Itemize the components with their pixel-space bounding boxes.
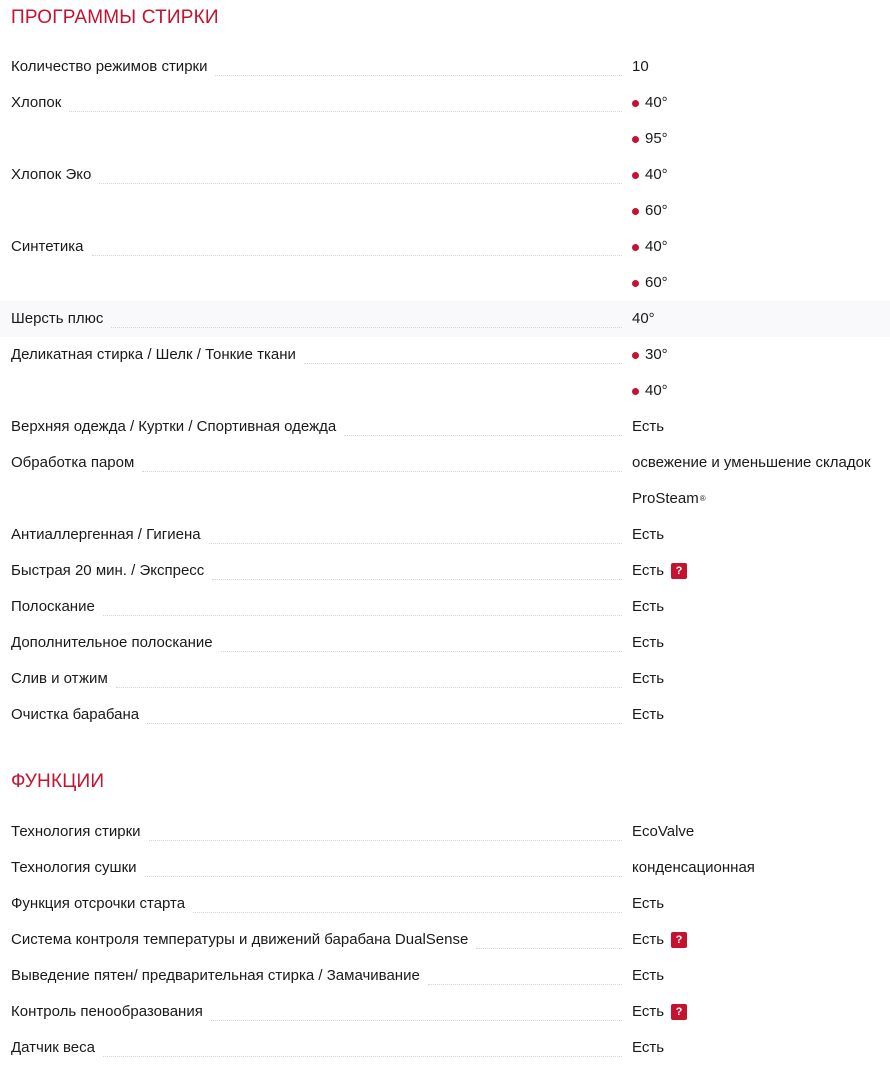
spec-label: Хлопок Эко xyxy=(11,166,92,183)
spec-value xyxy=(632,1003,687,1021)
spec-value-text: Есть xyxy=(632,931,665,948)
spec-value xyxy=(632,526,664,544)
dotted-leader xyxy=(69,111,622,112)
help-icon[interactable]: ? xyxy=(671,563,687,579)
spec-value xyxy=(632,382,668,400)
spec-row xyxy=(0,625,890,661)
dotted-leader xyxy=(92,255,622,256)
spec-value xyxy=(632,346,668,364)
bullet-icon xyxy=(632,352,639,359)
spec-value-text: Есть xyxy=(632,634,665,651)
spec-label: Деликатная стирка / Шелк / Тонкие ткани xyxy=(11,346,296,363)
spec-value-text: 40° xyxy=(645,94,668,111)
spec-label: Система контроля температуры и движений барабана DualSense xyxy=(11,931,469,948)
spec-value-text: Есть xyxy=(632,598,665,615)
spec-row xyxy=(0,589,890,625)
bullet-icon xyxy=(632,100,639,107)
spec-row xyxy=(0,814,890,850)
spec-value-text: 60° xyxy=(645,202,668,219)
spec-label: Верхняя одежда / Куртки / Спортивная одежда xyxy=(11,418,337,435)
dotted-leader xyxy=(149,840,622,841)
dotted-leader xyxy=(103,615,622,616)
spec-value-text: Есть xyxy=(632,967,665,984)
spec-label: Очистка барабана xyxy=(11,706,140,723)
spec-value xyxy=(632,931,687,949)
spec-value: ProSteam ® xyxy=(632,490,706,507)
spec-row xyxy=(0,85,890,121)
spec-value-text: 40° xyxy=(645,166,668,183)
spec-value xyxy=(632,598,664,616)
spec-row xyxy=(0,373,890,409)
spec-label: Технология стирки xyxy=(11,823,141,840)
bullet-icon xyxy=(632,172,639,179)
spec-value xyxy=(632,634,664,652)
spec-row xyxy=(0,337,890,373)
spec-row xyxy=(0,994,890,1030)
help-icon[interactable]: ? xyxy=(671,1004,687,1020)
spec-value-text: Есть xyxy=(632,1039,665,1056)
dotted-leader xyxy=(99,183,622,184)
spec-row xyxy=(0,553,890,589)
spec-value xyxy=(632,859,755,877)
spec-row xyxy=(0,958,890,994)
spec-value-text: 30° xyxy=(645,346,668,363)
bullet-icon xyxy=(632,244,639,251)
spec-label: Датчик веса xyxy=(11,1039,95,1056)
bullet-icon xyxy=(632,388,639,395)
spec-label: Количество режимов стирки xyxy=(11,58,208,75)
spec-value xyxy=(632,310,655,328)
spec-row xyxy=(0,193,890,229)
bullet-icon xyxy=(632,136,639,143)
spec-value xyxy=(632,94,668,112)
spec-label: Функция отсрочки старта xyxy=(11,895,186,912)
spec-value-text: 40° xyxy=(632,310,655,327)
spec-value xyxy=(632,274,668,292)
spec-label: Быстрая 20 мин. / Экспресс xyxy=(11,562,205,579)
spec-value-text: ProSteam xyxy=(632,490,699,507)
spec-value xyxy=(632,454,871,472)
spec-value-text: Есть xyxy=(632,706,665,723)
spec-value xyxy=(632,202,668,220)
spec-value-text: 40° xyxy=(645,238,668,255)
spec-value xyxy=(632,895,664,913)
dotted-leader xyxy=(147,723,622,724)
spec-value-text: конденсационная xyxy=(632,859,755,876)
spec-label: Полоскание xyxy=(11,598,95,615)
spec-label: Шерсть плюс xyxy=(11,310,104,327)
spec-row xyxy=(0,409,890,445)
spec-label: Обработка паром xyxy=(11,454,135,471)
spec-row xyxy=(0,481,890,517)
spec-value-text: Есть xyxy=(632,670,665,687)
dotted-leader xyxy=(212,579,622,580)
spec-value-text: освежение и уменьшение складок xyxy=(632,454,871,471)
spec-value xyxy=(632,670,664,688)
spec-value-text: Есть xyxy=(632,895,665,912)
section-title-wash-programs: ПРОГРАММЫ СТИРКИ xyxy=(11,7,219,28)
spec-value-text: Есть xyxy=(632,562,665,579)
dotted-leader xyxy=(221,651,622,652)
spec-value-text: 95° xyxy=(645,130,668,147)
spec-row xyxy=(0,850,890,886)
spec-row xyxy=(0,301,890,337)
spec-row xyxy=(0,49,890,85)
spec-label: Антиаллергенная / Гигиена xyxy=(11,526,201,543)
spec-label: Слив и отжим xyxy=(11,670,108,687)
spec-value xyxy=(632,130,668,148)
dotted-leader xyxy=(116,687,622,688)
dotted-leader xyxy=(145,876,622,877)
bullet-icon xyxy=(632,208,639,215)
spec-row xyxy=(0,922,890,958)
dotted-leader xyxy=(344,435,622,436)
spec-row xyxy=(0,661,890,697)
dotted-leader xyxy=(215,75,622,76)
spec-row xyxy=(0,886,890,922)
spec-value xyxy=(632,562,687,580)
dotted-leader xyxy=(111,327,622,328)
bullet-icon xyxy=(632,280,639,287)
spec-value xyxy=(632,706,664,724)
spec-label: Синтетика xyxy=(11,238,84,255)
help-icon[interactable]: ? xyxy=(671,932,687,948)
spec-label: Выведение пятен/ предварительная стирка / Замачивание xyxy=(11,967,420,984)
spec-row xyxy=(0,697,890,733)
dotted-leader xyxy=(103,1056,622,1057)
spec-row xyxy=(0,157,890,193)
spec-value xyxy=(632,823,694,841)
spec-label: Дополнительное полоскание xyxy=(11,634,213,651)
dotted-leader xyxy=(211,1020,622,1021)
dotted-leader xyxy=(209,543,622,544)
spec-value-text: Есть xyxy=(632,526,665,543)
spec-value xyxy=(632,418,664,436)
spec-value xyxy=(632,238,668,256)
spec-value-text: 60° xyxy=(645,274,668,291)
spec-value-text: EcoValve xyxy=(632,823,695,840)
spec-row xyxy=(0,229,890,265)
section-title-functions: ФУНКЦИИ xyxy=(11,771,105,792)
spec-row xyxy=(0,121,890,157)
spec-row xyxy=(0,1030,890,1066)
dotted-leader xyxy=(428,984,622,985)
spec-label: Технология сушки xyxy=(11,859,137,876)
spec-label: Хлопок xyxy=(11,94,62,111)
spec-row xyxy=(0,517,890,553)
spec-value-text: Есть xyxy=(632,418,665,435)
dotted-leader xyxy=(142,471,622,472)
spec-row xyxy=(0,265,890,301)
spec-value xyxy=(632,967,664,985)
spec-value-text: 10 xyxy=(632,58,649,75)
spec-value-text: Есть xyxy=(632,1003,665,1020)
spec-value xyxy=(632,166,668,184)
dotted-leader xyxy=(193,912,622,913)
spec-value xyxy=(632,58,649,76)
spec-value-text: 40° xyxy=(645,382,668,399)
spec-label: Контроль пенообразования xyxy=(11,1003,203,1020)
spec-row xyxy=(0,445,890,481)
dotted-leader xyxy=(476,948,622,949)
spec-value xyxy=(632,1039,664,1057)
dotted-leader xyxy=(304,363,622,364)
